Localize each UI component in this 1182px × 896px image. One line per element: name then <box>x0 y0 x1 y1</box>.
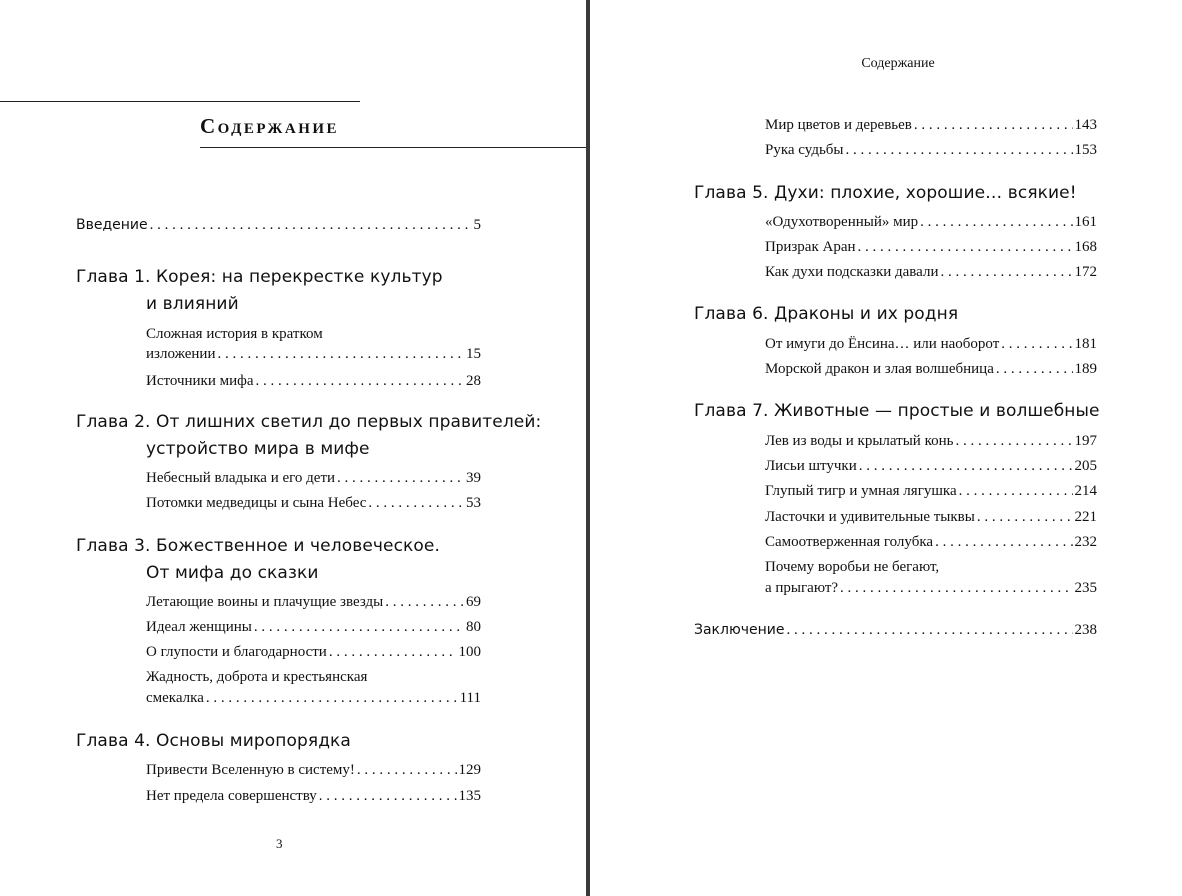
toc-page-number: 135 <box>458 788 481 804</box>
title-underline <box>200 147 586 148</box>
toc-entry-conclusion[interactable] <box>694 620 1097 640</box>
dot-leader <box>935 532 1072 552</box>
chapter-4-title[interactable]: Глава 4. Основы миропорядка <box>76 731 351 751</box>
toc-page-number: 15 <box>466 346 481 362</box>
chapter-6-title[interactable]: Глава 6. Драконы и их родня <box>694 304 959 324</box>
toc-entry-label: Источники мифа <box>146 373 254 389</box>
toc-entry-label: Потомки медведицы и сына Небес <box>146 495 367 511</box>
toc-entry[interactable] <box>765 532 1097 552</box>
dot-leader <box>840 578 1072 598</box>
toc-page-number: 80 <box>466 619 481 635</box>
toc-entry[interactable] <box>765 481 1097 501</box>
toc-page-number: 161 <box>1074 214 1097 230</box>
toc-page-number: 39 <box>466 470 481 486</box>
toc-entry[interactable] <box>146 344 481 364</box>
toc-entry-line1: Почему воробьи не бегают, <box>765 559 940 575</box>
running-head: Содержание <box>861 56 935 71</box>
toc-entry-label: Лисьи штучки <box>765 458 857 474</box>
toc-entry-label: Призрак Аран <box>765 239 856 255</box>
toc-entry-label: Самоотверженная голубка <box>765 534 934 550</box>
toc-entry-line1: Жадность, доброта и крестьянская <box>146 669 368 685</box>
chapter-3-title-cont: От мифа до сказки <box>146 563 319 583</box>
toc-entry-label: Заключение <box>694 622 785 638</box>
toc-entry-intro[interactable] <box>76 215 481 235</box>
toc-page-number: 53 <box>466 495 481 511</box>
toc-entry[interactable] <box>765 359 1097 379</box>
dot-leader <box>337 468 464 488</box>
dot-leader <box>357 760 457 780</box>
dot-leader <box>254 617 464 637</box>
toc-entry[interactable] <box>146 786 481 806</box>
toc-page-number: 205 <box>1074 458 1097 474</box>
dot-leader <box>955 431 1072 451</box>
toc-page-number: 111 <box>459 690 481 706</box>
page-number: 3 <box>276 836 283 851</box>
dot-leader <box>858 237 1073 257</box>
toc-entry-label: изложении <box>146 346 216 362</box>
toc-entry[interactable] <box>765 115 1097 135</box>
dot-leader <box>846 140 1073 160</box>
toc-entry[interactable] <box>146 371 481 391</box>
dot-leader <box>959 481 1073 501</box>
page-title: Содержание <box>200 114 340 138</box>
toc-entry-label: Небесный владыка и его дети <box>146 470 336 486</box>
dot-leader <box>787 620 1073 640</box>
toc-entry[interactable] <box>765 507 1097 527</box>
toc-entry[interactable] <box>146 688 481 708</box>
dot-leader <box>914 115 1073 135</box>
dot-leader <box>217 344 464 364</box>
toc-page-number: 28 <box>466 373 481 389</box>
toc-entry[interactable] <box>146 760 481 780</box>
toc-entry-label: смекалка <box>146 690 204 706</box>
toc-entry-label: Лев из воды и крылатый конь <box>765 433 954 449</box>
toc-entry[interactable] <box>765 140 1097 160</box>
toc-page-number: 153 <box>1074 142 1097 158</box>
toc-page-number: 100 <box>458 644 481 660</box>
toc-entry-label: Идеал женщины <box>146 619 252 635</box>
toc-entry-label: Летающие воины и плачущие звезды <box>146 594 384 610</box>
dot-leader <box>996 359 1073 379</box>
toc-page-number: 143 <box>1074 117 1097 133</box>
toc-entry[interactable] <box>765 578 1097 598</box>
toc-entry-label: Как духи подсказки давали <box>765 264 939 280</box>
toc-page-number: 181 <box>1074 336 1097 352</box>
dot-leader <box>1001 334 1072 354</box>
toc-entry-label: «Одухотворенный» мир <box>765 214 919 230</box>
toc-entry-label: Введение <box>76 217 148 233</box>
left-page <box>0 0 586 896</box>
toc-entry[interactable] <box>146 617 481 637</box>
toc-entry[interactable] <box>765 262 1097 282</box>
toc-page-number: 197 <box>1074 433 1097 449</box>
chapter-1-title-cont: и влияний <box>146 294 239 314</box>
chapter-5-title[interactable]: Глава 5. Духи: плохие, хорошие… всякие! <box>694 183 1077 203</box>
toc-entry-label: Мир цветов и деревьев <box>765 117 912 133</box>
chapter-3-title[interactable]: Глава 3. Божественное и человеческое. <box>76 536 440 556</box>
dot-leader <box>206 688 458 708</box>
toc-entry[interactable] <box>765 237 1097 257</box>
toc-entry[interactable] <box>765 456 1097 476</box>
dot-leader <box>329 642 457 662</box>
toc-page-number: 232 <box>1074 534 1097 550</box>
dot-leader <box>319 786 457 806</box>
toc-page-number: 168 <box>1074 239 1097 255</box>
toc-entry-label: Привести Вселенную в систему! <box>146 762 355 778</box>
toc-page-number: 189 <box>1074 361 1097 377</box>
toc-entry[interactable] <box>146 493 481 513</box>
top-rule <box>0 101 360 102</box>
toc-entry[interactable] <box>146 592 481 612</box>
toc-entry-line1: Сложная история в кратком <box>146 326 323 342</box>
toc-page-number: 129 <box>458 762 481 778</box>
toc-entry-label: Глупый тигр и умная лягушка <box>765 483 957 499</box>
toc-page-number: 235 <box>1074 580 1097 596</box>
toc-page-number: 221 <box>1074 509 1097 525</box>
toc-entry-label: а прыгают? <box>765 580 839 596</box>
toc-entry[interactable] <box>146 468 481 488</box>
dot-leader <box>368 493 464 513</box>
dot-leader <box>977 507 1073 527</box>
toc-entry-label: Нет предела совершенству <box>146 788 317 804</box>
toc-entry-label: Ласточки и удивительные тыквы <box>765 509 975 525</box>
dot-leader <box>940 262 1072 282</box>
toc-page-number: 69 <box>466 594 481 610</box>
toc-entry-label: Морской дракон и злая волшебница <box>765 361 994 377</box>
dot-leader <box>256 371 464 391</box>
toc-page-number: 172 <box>1074 264 1097 280</box>
toc-entry[interactable] <box>765 212 1097 232</box>
toc-entry-label: От имуги до Ёнсина… или наоборот <box>765 336 1000 352</box>
dot-leader <box>385 592 464 612</box>
toc-entry[interactable] <box>146 642 481 662</box>
right-page <box>590 0 1182 896</box>
toc-page-number: 5 <box>473 217 481 233</box>
chapter-2-title[interactable]: Глава 2. От лишних светил до первых правителей: <box>76 412 542 432</box>
chapter-7-title[interactable]: Глава 7. Животные — простые и волшебные <box>694 401 1100 421</box>
chapter-1-title[interactable]: Глава 1. Корея: на перекрестке культур <box>76 267 443 287</box>
toc-page-number: 238 <box>1074 622 1097 638</box>
dot-leader <box>859 456 1073 476</box>
dot-leader <box>150 215 472 235</box>
toc-entry-label: О глупости и благодарности <box>146 644 327 660</box>
chapter-2-title-cont: устройство мира в мифе <box>146 439 370 459</box>
toc-entry[interactable] <box>765 431 1097 451</box>
toc-entry[interactable] <box>765 334 1097 354</box>
toc-page-number: 214 <box>1074 483 1097 499</box>
dot-leader <box>920 212 1072 232</box>
toc-entry-label: Рука судьбы <box>765 142 844 158</box>
